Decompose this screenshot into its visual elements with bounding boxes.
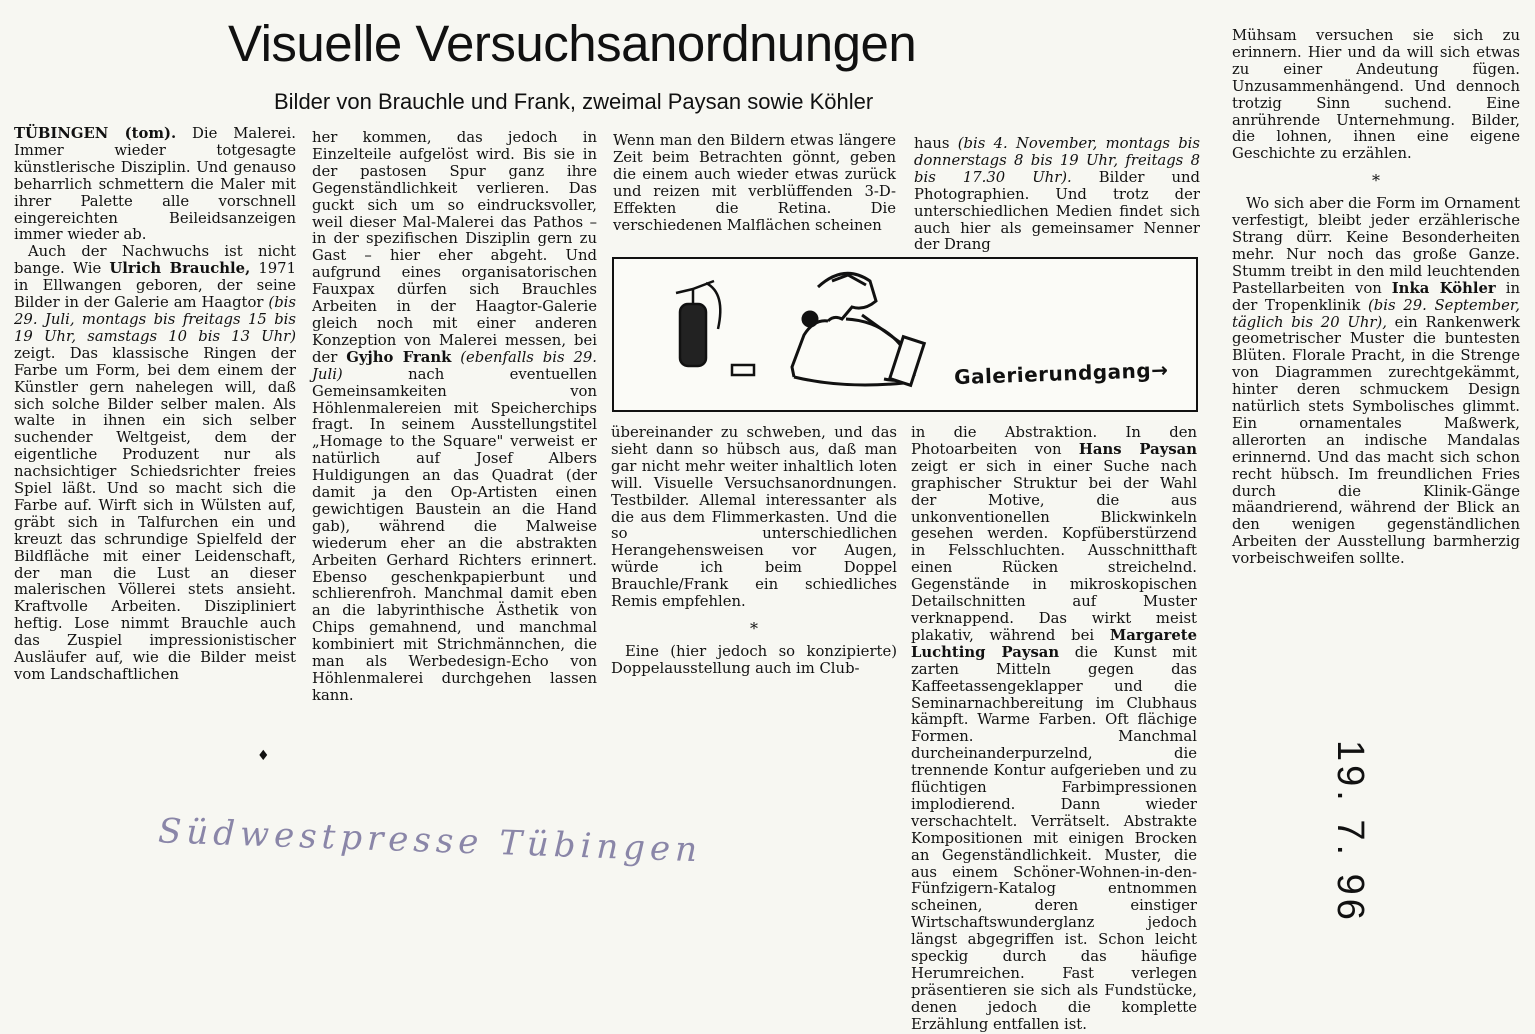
section-separator: * (750, 618, 758, 638)
artist-name: Inka Köhler (1391, 279, 1496, 297)
cartoon-caption: Galerierundgang→ (953, 357, 1169, 390)
exhibition-dates: (bis 4. November, montags bis donnerstags 8 bis 19 Uhr, freitags 8 bis 17.30 Uhr). (914, 135, 1200, 186)
galerierundgang-cartoon (612, 257, 1198, 412)
article-column-5 (1232, 28, 1520, 593)
small-mark: ♦ (257, 748, 270, 764)
article-column-4-bottom (911, 424, 1198, 1033)
article-column-2 (312, 129, 597, 704)
date-stamp: 19. 7. 96 (1329, 740, 1371, 924)
paragraph-text: zeigt. Das klassische Ringen der Farbe um Form, bei dem einem der Künstler gern nahelegen will, daß sich solche Bilder selber malen. Als walte in ihnen ein sich selber suchender Weltgeist, dem der eigentliche Produzent nur als nachsichtiger Schiedsrichter freies Spiel läßt. Und so macht sich die Farbe auf. Wirft sich in Wülsten auf, gräbt sich in Talfurchen ein und kreuzt das schrundige Spielfeld der Bildfläche mit einer Leidenschaft, der man die Lust an dieser malerischen Völlerei stets ansieht. Kraftvolle Arbeiten. Diszipliniert heftig. Lose nimmt Brauchle auch das Zuspiel impressionistischer Ausläufer auf, wie die Bilder meist vom Landschaftlichen (14, 344, 296, 683)
paragraph-text: in die Abstraktion. In den Photoarbeiten von (911, 424, 1197, 458)
handwritten-source-note: Südwestpresse Tübingen (157, 811, 703, 871)
subheadline: Bilder von Brauchle und Frank, zweimal Paysan sowie Köhler (274, 89, 874, 114)
exhibition-dates: (bis 29. Juli, montags bis freitags 15 bis 19 Uhr, samstags 10 bis 13 Uhr) (14, 294, 296, 345)
paragraph-text: her kommen, das jedoch in Einzelteile aufgelöst wird. Bis sie in der pastosen Spur ganz ihre Gegenständlichkeit verlieren. Das guckt sich um so eindrucksvoller, weil dieser Mal-Malerei das Pathos – in der spezifischen Disziplin gern zu Gast – hier eher abgeht. Und aufgrund eines organisatorischen Fauxpax dürfen sich Brauchles Arbeiten in der Haagtor-Galerie gleich noch mit einer anderen Konzeption von Malerei messen, bei der (312, 129, 597, 366)
artist-name: Hans Paysan (1078, 440, 1198, 458)
section-separator: * (1372, 171, 1380, 191)
paragraph-text: 1971 in Ellwangen geboren, der seine Bilder in der Galerie am Haagtor (14, 260, 296, 312)
paragraph-text: Die Malerei. Immer wieder totgesagte künstlerische Disziplin. Und genauso beharrlich schmettern die Maler mit ihrer Palette alle vorschnell eingereichten Beileidsanzeigen immer wieder ab. (14, 125, 296, 244)
paragraph-text: ein Rankenwerk geometrischer Muster die buntesten Blüten. Florale Pracht, in die Strenge von Diagrammen zurechtgekämmt, hinter deren schmuckem Design natürlich stets Symbolisches glimmt. Ein ornamentales Maßwerk, allerorten an indische Mandalas erinnernd. Und das macht sich schon recht hübsch. Im freundlichen Fries durch die Klinik-Gänge mäandrierend, während der Blick an den wenigen gegenständlichen Arbeiten der Ausstellung barmherzig vorbeischweifen sollte. (1232, 313, 1520, 568)
artist-name: Gyjho Frank (346, 348, 452, 366)
exhibition-dates: (bis 29. September, täglich bis 20 Uhr), (1232, 296, 1520, 331)
paragraph-text: Wenn man den Bildern etwas längere Zeit beim Betrachten gönnt, geben die einem auch wieder etwas zurück und reizen mit verblüffenden 3-D-Effekten die Retina. Die verschiedenen Malflächen scheinen (613, 132, 896, 234)
paragraph-text: nach eventuellen Gemeinsamkeiten von Höhlenmalereien mit Speicherchips fragt. In seinem Ausstellungstitel „Homage to the Square" verweist er natürlich auf Josef Albers Huldigungen an das Quadrat (der damit ja den Op-Artisten einen gewichtigen Baustein an die Hand gab), während die Malweise wiederum eher an die abstrakten Arbeiten Gerhard Richters erinnert. Ebenso geschenkpapierbunt und schlierenfroh. Manchmal damit eben an die labyrinthische Ästhetik von Chips gemahnend, und manchmal kombiniert mit Strichmännchen, die man als Werbedesign-Echo von Höhlenmalerei durchgehen lassen kann. (312, 365, 597, 704)
dateline: TÜBINGEN (tom). (14, 125, 177, 142)
fire-extinguisher-icon (676, 281, 720, 366)
wall-sign (732, 365, 754, 375)
artist-name: Margarete Luchting Paysan (911, 626, 1197, 661)
paragraph-text: die Kunst mit zarten Mitteln gegen das Kaffeetassengeklapper und die Seminarnachbereitung im Clubhaus kämpft. Warme Farben. Oft flächige Formen. Manchmal durcheinanderpurzelnd, die trennende Kontur aufgerieben und zu flüchtigen Farbimpressionen implodierend. Dann wieder verschachtelt. Verrätselt. Abstrakte Kompositionen mit einigen Brocken an Gegenständlichkeit. Muster, die aus einem Schöner-Wohnen-in-den-Fünfzigern-Katalog entnommen scheinen, deren einstiger Wirtschaftswunderglanz jedoch längst abgegriffen ist. Schon leicht speckig durch das häufige Herumreichen. Fast verlegen präsentieren sie sich als Fundstücke, denen jedoch die komplette Erzählung entfallen ist. (911, 643, 1197, 1033)
artist-name: Ulrich Brauchle, (109, 260, 251, 278)
paragraph-text: zeigt er sich in einer Suche nach graphischer Struktur bei der Wahl der Motive, die aus unkonventionellen Blickwinkeln gesehen werden. Kopfüberstürzend in Felsschluchten. Ausschnitthaft einen Rücken streichelnd. Gegenstände in mikroskopischen Detailschnitten auf Muster verknappend. Das wirkt meist plakativ, während bei (911, 457, 1197, 644)
article-column-1 (14, 125, 296, 683)
paragraph-text: übereinander zu schweben, und das sieht dann so hübsch aus, daß man gar nicht mehr weiter inhaltlich loten will. Visuelle Versuchsanordnungen. Testbilder. Allemal interessanter als die aus dem Flimmerkasten. Und die so unterschiedlichen Herangehensweisen vor Augen, würde ich beim Doppel Brauchle/Frank ein schiedliches Remis empfehlen. (611, 424, 897, 611)
article-column-3-top (613, 133, 896, 238)
paragraph-text: Wo sich aber die Form im Ornament verfestigt, bleibt jeder erzählerische Strang dürr. Keine Besonderheiten mehr. Nur noch das große Ganze. Stumm treibt in den mild leuchtenden Pastellarbeiten von (1232, 195, 1520, 297)
paragraph-text: haus (914, 135, 958, 152)
paragraph-text: in der Tropenklinik (1232, 279, 1520, 314)
paragraph-text: Mühsam versuchen sie sich zu erinnern. Hier und da will sich etwas zu einer Andeutung fügen. Unzusammenhängend. Und dennoch trotzig Sinn suchend. Eine anrührende Unternehmung. Bilder, die lohnen, ihnen eine eigene Geschichte zu erzählen. (1232, 27, 1520, 163)
paragraph-text: Auch der Nachwuchs ist nicht bange. Wie (14, 243, 296, 278)
headline: Visuelle Versuchsanordnungen (228, 15, 917, 72)
article-column-4-top (914, 135, 1200, 254)
paragraph-text: Bilder und Photographien. Und trotz der unterschiedlichen Medien findet sich auch hier als gemeinsamer Nenner der Drang (914, 168, 1200, 254)
cartoon-drawing (614, 259, 1196, 410)
paragraph-text: Eine (hier jedoch so konzipierte) Doppelausstellung auch im Club- (611, 642, 897, 677)
article-column-3-bottom (611, 425, 897, 682)
visitor-figure (792, 273, 924, 385)
exhibition-dates: (ebenfalls bis 29. Juli) (312, 348, 597, 383)
